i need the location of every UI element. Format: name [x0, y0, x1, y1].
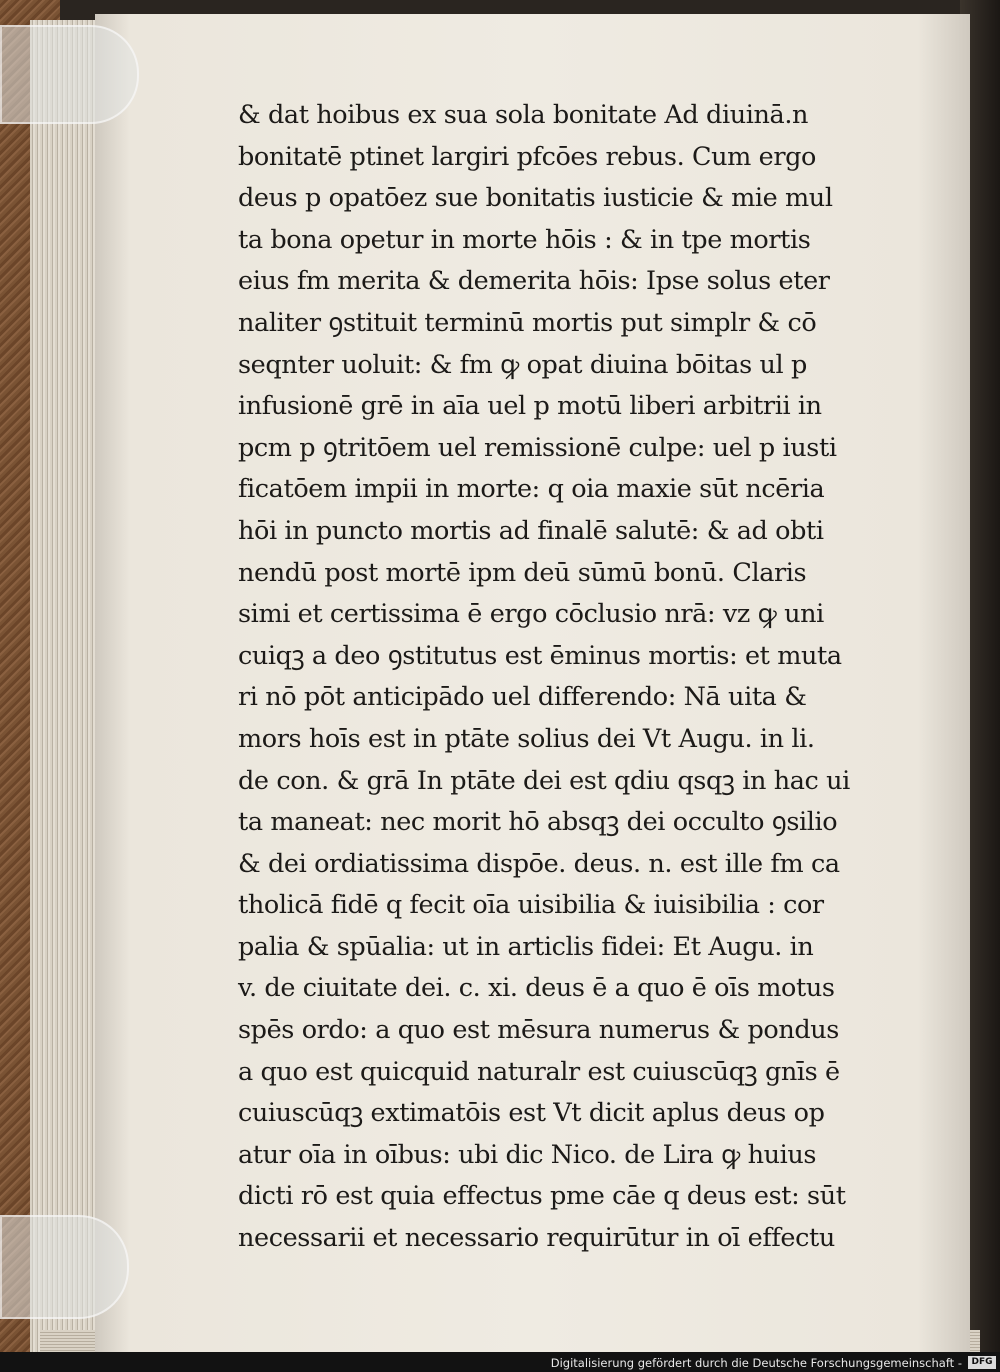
text-line: bonitatē ptinet largiri pfcōes rebus. Cum ergo	[238, 141, 816, 172]
page-clip-bottom	[0, 1215, 129, 1319]
text-line: cuiuscūqꝫ extimatōis est Vt dicit aplus deus op	[238, 1098, 825, 1129]
page-text	[238, 95, 850, 1260]
footer-bar	[0, 1352, 1000, 1372]
digitization-credit: Digitalisierung gefördert durch die Deutsche Forschungsgemeinschaft -	[550, 1356, 962, 1370]
text-line: simi et certissima ē ergo cōclusio nrā: vz ꝙ uni	[238, 599, 824, 630]
text-line: a quo est quicquid naturalr est cuiuscūqꝫ gnīs ē	[238, 1056, 840, 1087]
text-line: hōi in puncto mortis ad finalē salutē: & ad obti	[238, 515, 824, 546]
dfg-logo-icon: DFG	[968, 1356, 996, 1369]
text-line: nendū post mortē ipm deū sūmū bonū. Claris	[238, 557, 807, 588]
text-line: ficatōem impii in morte: q oia maxie sūt ncēria	[238, 474, 825, 505]
text-line: palia & spūalia: ut in articlis fidei: Et Augu. in	[238, 931, 814, 962]
text-line: pcm p ꝯtritōem uel remissionē culpe: uel p iusti	[238, 432, 837, 463]
text-line: eius fm merita & demerita hōis: Ipse solus eter	[238, 266, 830, 297]
page-clip-top	[0, 25, 139, 124]
text-line: cuiqꝫ a deo ꝯstitutus est ēminus mortis: et muta	[238, 640, 842, 671]
text-line: & dei ordiatissima dispōe. deus. n. est ille fm ca	[238, 848, 840, 879]
text-line: dicti rō est quia effectus pme cāe q deus est: sūt	[238, 1181, 846, 1212]
text-line: infusionē grē in aīa uel p motū liberi arbitrii in	[238, 391, 822, 422]
text-line: tholicā fidē q fecit oīa uisibilia & iuisibilia : cor	[238, 890, 824, 921]
text-line: & dat hoibus ex sua sola bonitate Ad diuinā.n	[238, 100, 809, 130]
text-line: de con. & grā In ptāte dei est qdiu qsqꝫ in hac ui	[238, 765, 850, 796]
text-line: atur oīa in oībus: ubi dic Nico. de Lira ꝙ huius	[238, 1139, 817, 1170]
text-line: necessarii et necessario requirūtur in oī effectu	[238, 1223, 835, 1254]
text-line: seqnter uoluit: & fm ꝙ opat diuina bōitas ul p	[238, 349, 807, 380]
text-line: deus p opatōez sue bonitatis iusticie & mie mul	[238, 183, 833, 214]
text-line: ta maneat: nec morit hō absqꝫ dei occulto ꝯsilio	[238, 807, 838, 838]
text-line: ta bona opetur in morte hōis : & in tpe mortis	[238, 224, 811, 255]
text-line: ri nō pōt anticipādo uel differendo: Nā uita &	[238, 682, 807, 713]
text-line: mors hoīs est in ptāte solius dei Vt Augu. in li.	[238, 723, 815, 754]
text-line: naliter ꝯstituit terminū mortis put simplr & cō	[238, 307, 817, 338]
text-line: v. de ciuitate dei. c. xi. deus ē a quo ē oīs motus	[238, 973, 835, 1004]
text-line: spēs ordo: a quo est mēsura numerus & pondus	[238, 1015, 839, 1046]
